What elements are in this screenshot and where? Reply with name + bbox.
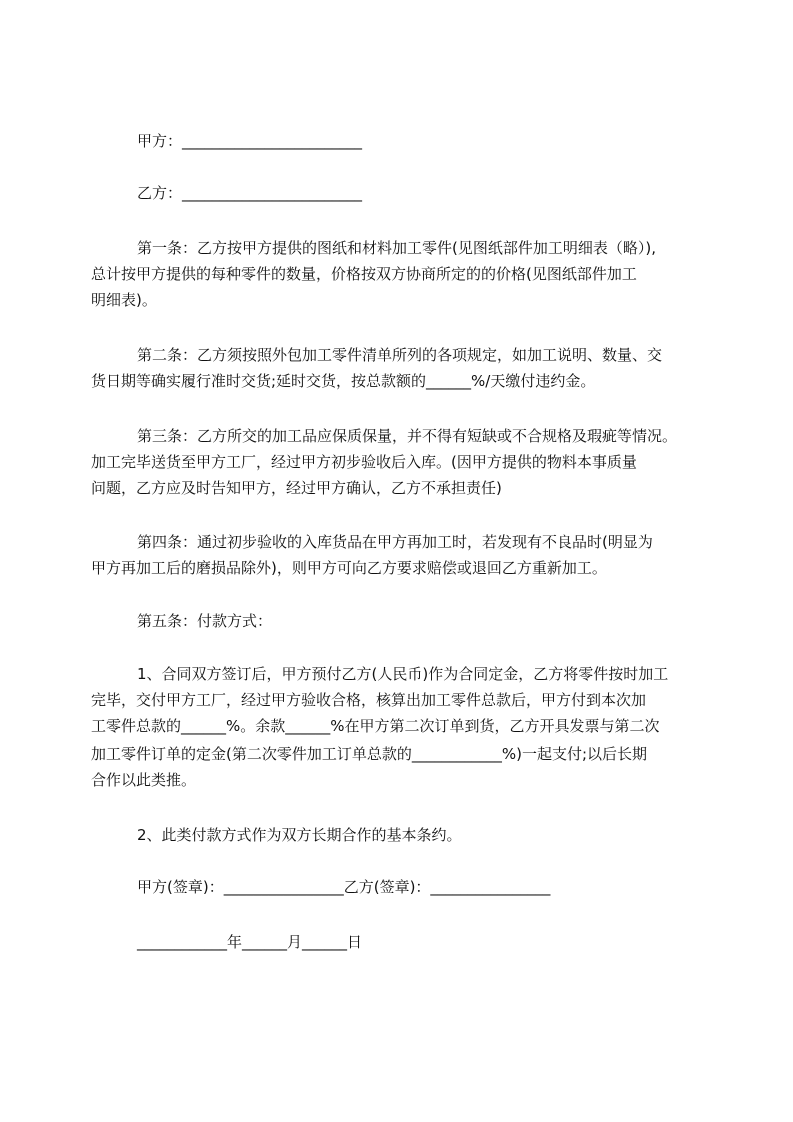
article-3-line: 加工完毕送货至甲方工厂，经过甲方初步验收后入库。(因甲方提供的物料本事质量 [91, 453, 637, 471]
payment-item-1-line: 合作以此类推。 [91, 771, 197, 789]
party-b-line [137, 183, 777, 203]
article-2-line: 货日期等确实履行准时交货;延时交货，按总款额的______%/天缴付违约金。 [91, 372, 596, 390]
payment-item-1-line: 完毕，交付甲方工厂，经过甲方验收合格，核算出加工零件总款后，甲方付到本次加 [91, 691, 647, 709]
signature-line [137, 877, 777, 897]
party-a-line [137, 131, 777, 151]
article-1-line: 总计按甲方提供的每种零件的数量，价格按双方协商所定的的价格(见图纸部件加工 [91, 265, 637, 283]
article-4-line: 第四条：通过初步验收的入库货品在甲方再加工时，若发现有不良品时(明显为 [137, 533, 653, 551]
payment-item-1-line: 加工零件订单的定金(第二次零件加工订单总款的____________%)一起支付;以后长期 [91, 745, 648, 763]
article-1-line: 明细表)。 [91, 291, 157, 309]
article-3-line: 问题，乙方应及时告知甲方，经过甲方确认，乙方不承担责任) [91, 479, 502, 497]
party-b-signature: 乙方(签章)：________________ [343, 878, 551, 896]
party-a-signature: 甲方(签章)：________________ [137, 878, 344, 896]
date-line: ____________年______月______日 [137, 933, 363, 951]
article-3-line: 第三条：乙方所交的加工品应保质保量，并不得有短缺或不合规格及瑕疵等情况。 [137, 427, 678, 445]
party-a-label: 甲方： [137, 132, 183, 150]
article-4-line: 甲方再加工后的磨损品除外)，则甲方可向乙方要求赔偿或退回乙方重新加工。 [91, 559, 607, 577]
payment-item-1-line: 工零件总款的______%。余款______%在甲方第二次订单到货，乙方开具发票与第二次 [91, 717, 660, 735]
article-2-line: 第二条：乙方须按照外包加工零件清单所列的各项规定，如加工说明、数量、交 [137, 346, 663, 364]
party-b-label: 乙方： [137, 184, 183, 202]
party-a-blank: ________________________ [182, 132, 363, 150]
article-1-line: 第一条：乙方按甲方提供的图纸和材料加工零件(见图纸部件加工明细表（略）), [137, 239, 656, 257]
party-b-blank: ________________________ [182, 184, 363, 202]
payment-item-2: 2、此类付款方式作为双方长期合作的基本条约。 [137, 826, 462, 844]
article-5-title: 第五条：付款方式： [137, 612, 273, 630]
payment-item-1-line: 1、合同双方签订后，甲方预付乙方(人民币)作为合同定金，乙方将零件按时加工 [137, 665, 669, 683]
